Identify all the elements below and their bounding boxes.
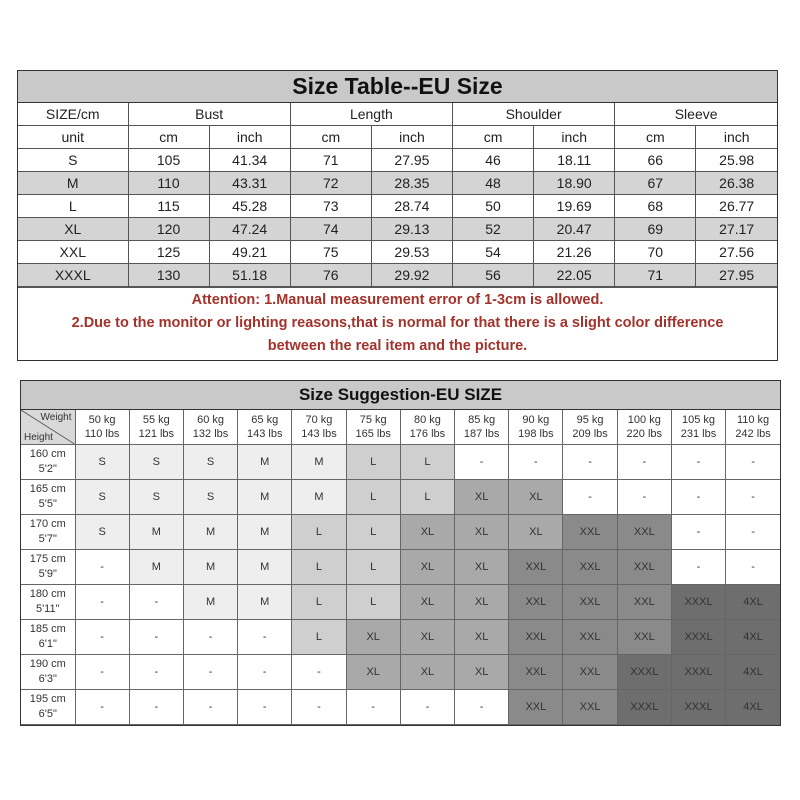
weight-kg: 90 kg <box>522 414 550 426</box>
suggested-size-cell: - <box>563 480 617 515</box>
suggested-size-cell: M <box>292 480 346 515</box>
suggested-size-cell: XL <box>400 620 454 655</box>
weight-header-cell <box>75 410 129 445</box>
suggested-size-cell: XXXL <box>671 585 725 620</box>
size-label: S <box>18 149 128 172</box>
suggested-size-cell: S <box>75 445 129 480</box>
suggested-size-cell: XL <box>509 515 563 550</box>
height-ft: 6'1" <box>38 638 57 650</box>
bust-header: Bust <box>128 103 290 126</box>
height-cm: 195 cm <box>29 693 66 705</box>
suggested-size-cell: M <box>238 445 292 480</box>
height-ft: 6'3" <box>38 673 57 685</box>
size-value: 47.24 <box>209 218 290 241</box>
weight-header-cell <box>455 410 509 445</box>
suggested-size-cell: M <box>183 550 237 585</box>
weight-header-cell <box>617 410 671 445</box>
note-line-2: 2.Due to the monitor or lighting reasons,that is normal for that there is a slight color difference <box>71 315 724 331</box>
suggested-size-cell: 4XL <box>726 655 780 690</box>
size-row <box>18 195 777 218</box>
suggested-size-cell: S <box>75 515 129 550</box>
height-cm: 185 cm <box>29 623 66 635</box>
note-line-1: Attention: 1.Manual measurement error of 1-3cm is allowed. <box>191 292 604 308</box>
height-ft: 5'5" <box>38 498 57 510</box>
sleeve-header: Sleeve <box>615 103 777 126</box>
suggested-size-cell: XL <box>455 550 509 585</box>
suggested-size-cell: S <box>183 445 237 480</box>
weight-lbs: 121 lbs <box>138 428 175 440</box>
suggested-size-cell: M <box>292 445 346 480</box>
suggested-size-cell: M <box>238 585 292 620</box>
suggested-size-cell: XXL <box>563 655 617 690</box>
height-row <box>21 480 780 515</box>
height-ft: 5'11" <box>35 603 60 615</box>
weight-kg: 105 kg <box>682 414 716 426</box>
size-value: 50 <box>453 195 534 218</box>
weight-kg: 95 kg <box>576 414 604 426</box>
size-row <box>18 172 777 195</box>
suggested-size-cell: L <box>346 585 400 620</box>
suggested-size-cell: XXXL <box>671 620 725 655</box>
size-value: 49.21 <box>209 241 290 264</box>
suggested-size-cell: L <box>400 480 454 515</box>
size-value: 56 <box>453 264 534 287</box>
size-value: 29.92 <box>371 264 452 287</box>
suggested-size-cell: XXL <box>617 620 671 655</box>
height-cm: 160 cm <box>29 448 66 460</box>
size-value: 130 <box>128 264 209 287</box>
height-row <box>21 690 780 725</box>
weight-lbs: 165 lbs <box>355 428 391 440</box>
suggested-size-cell: 4XL <box>726 690 780 725</box>
weight-lbs: 132 lbs <box>192 428 229 440</box>
suggested-size-cell: - <box>183 655 237 690</box>
suggested-size-cell: XXL <box>563 550 617 585</box>
size-table-unit-row <box>18 126 777 149</box>
size-value: 26.38 <box>696 172 777 195</box>
unit-cell: inch <box>371 126 452 149</box>
suggested-size-cell: L <box>400 445 454 480</box>
suggested-size-cell: - <box>455 690 509 725</box>
suggested-size-cell: - <box>671 550 725 585</box>
suggested-size-cell: - <box>292 655 346 690</box>
suggested-size-cell: - <box>455 445 509 480</box>
suggested-size-cell: L <box>292 550 346 585</box>
suggested-size-cell: - <box>617 480 671 515</box>
suggested-size-cell: S <box>129 480 183 515</box>
height-cm: 180 cm <box>29 588 66 600</box>
suggested-size-cell: XXL <box>563 620 617 655</box>
height-cm: 165 cm <box>29 483 66 495</box>
suggested-size-cell: XL <box>400 655 454 690</box>
suggested-size-cell: - <box>75 550 129 585</box>
weight-lbs: 220 lbs <box>626 428 663 440</box>
size-row <box>18 149 777 172</box>
height-header-cell <box>21 690 75 725</box>
suggested-size-cell: 4XL <box>726 620 780 655</box>
size-value: 45.28 <box>209 195 290 218</box>
weight-kg: 65 kg <box>251 414 279 426</box>
weight-header-cell <box>726 410 780 445</box>
suggested-size-cell: XL <box>346 620 400 655</box>
height-row <box>21 515 780 550</box>
weight-header-cell <box>292 410 346 445</box>
suggested-size-cell: - <box>292 690 346 725</box>
suggested-size-cell: XXL <box>617 585 671 620</box>
weight-kg: 80 kg <box>413 414 441 426</box>
suggested-size-cell: L <box>346 515 400 550</box>
size-header: SIZE/cm <box>18 103 128 126</box>
suggested-size-cell: XL <box>455 480 509 515</box>
suggested-size-cell: M <box>238 550 292 585</box>
size-value: 18.11 <box>534 149 615 172</box>
size-value: 18.90 <box>534 172 615 195</box>
height-ft: 5'9" <box>38 568 57 580</box>
weight-header-cell <box>183 410 237 445</box>
size-value: 51.18 <box>209 264 290 287</box>
suggested-size-cell: S <box>183 480 237 515</box>
size-value: 54 <box>453 241 534 264</box>
weight-header-cell <box>238 410 292 445</box>
size-suggestion-grid <box>21 410 780 725</box>
suggested-size-cell: XL <box>455 655 509 690</box>
weight-kg: 85 kg <box>468 414 496 426</box>
size-value: 29.13 <box>371 218 452 241</box>
suggested-size-cell: - <box>400 690 454 725</box>
suggested-size-cell: - <box>238 690 292 725</box>
size-value: 19.69 <box>534 195 615 218</box>
suggested-size-cell: L <box>292 515 346 550</box>
suggested-size-cell: XXL <box>563 585 617 620</box>
size-value: 125 <box>128 241 209 264</box>
size-value: 76 <box>290 264 371 287</box>
weight-lbs: 242 lbs <box>735 428 771 440</box>
weight-lbs: 110 lbs <box>84 428 120 440</box>
attention-note <box>18 287 777 360</box>
size-value: 66 <box>615 149 696 172</box>
size-value: 75 <box>290 241 371 264</box>
size-value: 72 <box>290 172 371 195</box>
size-table-grid <box>18 103 777 287</box>
size-value: 71 <box>290 149 371 172</box>
unit-cell: cm <box>453 126 534 149</box>
size-value: 27.56 <box>696 241 777 264</box>
weight-kg: 110 kg <box>736 414 770 426</box>
suggested-size-cell: XL <box>400 550 454 585</box>
size-value: 20.47 <box>534 218 615 241</box>
unit-cell: inch <box>696 126 777 149</box>
height-row <box>21 620 780 655</box>
size-value: 41.34 <box>209 149 290 172</box>
suggested-size-cell: XL <box>400 585 454 620</box>
weight-lbs: 143 lbs <box>301 428 337 440</box>
size-value: 68 <box>615 195 696 218</box>
size-value: 70 <box>615 241 696 264</box>
height-header-cell <box>21 480 75 515</box>
suggested-size-cell: XL <box>455 620 509 655</box>
weight-lbs: 198 lbs <box>518 428 554 440</box>
suggested-size-cell: XXL <box>509 690 563 725</box>
weight-lbs: 187 lbs <box>463 428 500 440</box>
shoulder-header: Shoulder <box>453 103 615 126</box>
suggested-size-cell: - <box>671 445 725 480</box>
size-label: XXXL <box>18 264 128 287</box>
height-header-cell <box>21 620 75 655</box>
weight-header-cell <box>400 410 454 445</box>
suggested-size-cell: - <box>129 690 183 725</box>
size-value: 52 <box>453 218 534 241</box>
weight-kg: 60 kg <box>197 414 224 426</box>
weight-kg: 100 kg <box>627 414 661 426</box>
suggested-size-cell: XXL <box>617 515 671 550</box>
height-cm: 175 cm <box>29 553 66 565</box>
weight-kg: 75 kg <box>359 414 387 426</box>
height-row <box>21 445 780 480</box>
height-row <box>21 550 780 585</box>
suggested-size-cell: - <box>509 445 563 480</box>
size-value: 110 <box>128 172 209 195</box>
unit-cell: cm <box>128 126 209 149</box>
size-value: 28.35 <box>371 172 452 195</box>
weight-corner-label: Weight <box>40 412 72 423</box>
note-line-3: between the real item and the picture. <box>267 338 528 354</box>
size-value: 71 <box>615 264 696 287</box>
suggested-size-cell: XL <box>455 515 509 550</box>
suggested-size-cell: XXL <box>509 585 563 620</box>
suggested-size-cell: - <box>75 655 129 690</box>
size-value: 25.98 <box>696 149 777 172</box>
suggested-size-cell: XL <box>455 585 509 620</box>
size-value: 43.31 <box>209 172 290 195</box>
weight-kg: 70 kg <box>305 414 333 426</box>
height-ft: 5'2" <box>38 463 57 475</box>
suggested-size-cell: M <box>238 515 292 550</box>
size-value: 22.05 <box>534 264 615 287</box>
suggested-size-cell: XXL <box>563 690 617 725</box>
suggested-size-cell: - <box>75 620 129 655</box>
suggested-size-cell: S <box>75 480 129 515</box>
size-value: 115 <box>128 195 209 218</box>
size-value: 29.53 <box>371 241 452 264</box>
height-header-cell <box>21 655 75 690</box>
height-header-cell <box>21 445 75 480</box>
suggested-size-cell: M <box>238 480 292 515</box>
suggested-size-cell: XXXL <box>617 655 671 690</box>
weight-lbs: 209 lbs <box>572 428 608 440</box>
suggested-size-cell: M <box>183 585 237 620</box>
size-suggestion-title: Size Suggestion-EU SIZE <box>21 381 780 410</box>
suggested-size-cell: XXL <box>563 515 617 550</box>
suggested-size-cell: - <box>183 620 237 655</box>
suggested-size-cell: XXL <box>509 550 563 585</box>
height-header-cell <box>21 585 75 620</box>
height-cm: 190 cm <box>29 658 66 670</box>
weight-lbs: 231 lbs <box>680 428 717 440</box>
suggested-size-cell: - <box>726 515 780 550</box>
suggested-size-cell: XXXL <box>617 690 671 725</box>
size-table-title: Size Table--EU Size <box>18 71 777 103</box>
length-header: Length <box>290 103 452 126</box>
unit-cell: cm <box>290 126 371 149</box>
height-cm: 170 cm <box>29 518 66 530</box>
suggested-size-cell: L <box>346 550 400 585</box>
suggested-size-cell: L <box>292 620 346 655</box>
size-value: 27.17 <box>696 218 777 241</box>
suggested-size-cell: XL <box>400 515 454 550</box>
height-row <box>21 655 780 690</box>
suggested-size-cell: - <box>183 690 237 725</box>
suggested-size-cell: L <box>346 480 400 515</box>
unit-cell: inch <box>209 126 290 149</box>
size-label: XXL <box>18 241 128 264</box>
weight-header-cell <box>671 410 725 445</box>
weight-header-cell <box>346 410 400 445</box>
suggested-size-cell: - <box>563 445 617 480</box>
size-label: M <box>18 172 128 195</box>
weight-header-cell <box>509 410 563 445</box>
suggested-size-cell: - <box>346 690 400 725</box>
suggested-size-cell: S <box>129 445 183 480</box>
suggested-size-cell: - <box>129 655 183 690</box>
unit-cell: inch <box>534 126 615 149</box>
size-row <box>18 218 777 241</box>
weight-lbs: 176 lbs <box>409 428 446 440</box>
size-table <box>17 70 778 361</box>
size-value: 69 <box>615 218 696 241</box>
suggested-size-cell: - <box>726 480 780 515</box>
suggested-size-cell: - <box>726 550 780 585</box>
height-ft: 5'7" <box>38 533 57 545</box>
unit-label: unit <box>18 126 128 149</box>
height-row <box>21 585 780 620</box>
suggested-size-cell: XXXL <box>671 655 725 690</box>
suggested-size-cell: XL <box>509 480 563 515</box>
suggested-size-cell: M <box>183 515 237 550</box>
suggested-size-cell: XXXL <box>671 690 725 725</box>
suggested-size-cell: - <box>129 620 183 655</box>
size-value: 28.74 <box>371 195 452 218</box>
suggested-size-cell: M <box>129 550 183 585</box>
suggested-size-cell: - <box>129 585 183 620</box>
suggested-size-cell: - <box>726 445 780 480</box>
corner-cell <box>21 410 75 445</box>
suggested-size-cell: L <box>292 585 346 620</box>
suggested-size-cell: - <box>75 690 129 725</box>
suggested-size-cell: XXL <box>617 550 671 585</box>
size-label: XL <box>18 218 128 241</box>
suggested-size-cell: L <box>346 445 400 480</box>
size-row <box>18 264 777 287</box>
weight-lbs: 143 lbs <box>247 428 283 440</box>
suggested-size-cell: XXL <box>509 655 563 690</box>
unit-cell: cm <box>615 126 696 149</box>
height-header-cell <box>21 550 75 585</box>
weight-header-cell <box>563 410 617 445</box>
suggested-size-cell: - <box>617 445 671 480</box>
suggested-size-cell: 4XL <box>726 585 780 620</box>
height-corner-label: Height <box>24 432 53 443</box>
weight-kg: 50 kg <box>88 414 116 426</box>
weight-kg: 55 kg <box>142 414 170 426</box>
size-value: 46 <box>453 149 534 172</box>
suggested-size-cell: XL <box>346 655 400 690</box>
size-table-header-row <box>18 103 777 126</box>
size-suggestion-table <box>20 380 781 726</box>
suggested-size-cell: - <box>75 585 129 620</box>
suggested-size-cell: - <box>238 620 292 655</box>
size-value: 73 <box>290 195 371 218</box>
size-label: L <box>18 195 128 218</box>
size-value: 21.26 <box>534 241 615 264</box>
size-value: 120 <box>128 218 209 241</box>
suggested-size-cell: - <box>671 515 725 550</box>
size-value: 27.95 <box>371 149 452 172</box>
size-value: 26.77 <box>696 195 777 218</box>
height-header-cell <box>21 515 75 550</box>
size-row <box>18 241 777 264</box>
suggested-size-cell: - <box>238 655 292 690</box>
size-value: 74 <box>290 218 371 241</box>
weight-header-row <box>21 410 780 445</box>
suggested-size-cell: M <box>129 515 183 550</box>
suggested-size-cell: XXL <box>509 620 563 655</box>
size-value: 67 <box>615 172 696 195</box>
size-value: 105 <box>128 149 209 172</box>
suggested-size-cell: - <box>671 480 725 515</box>
size-value: 48 <box>453 172 534 195</box>
size-value: 27.95 <box>696 264 777 287</box>
height-ft: 6'5" <box>38 708 57 720</box>
weight-header-cell <box>129 410 183 445</box>
